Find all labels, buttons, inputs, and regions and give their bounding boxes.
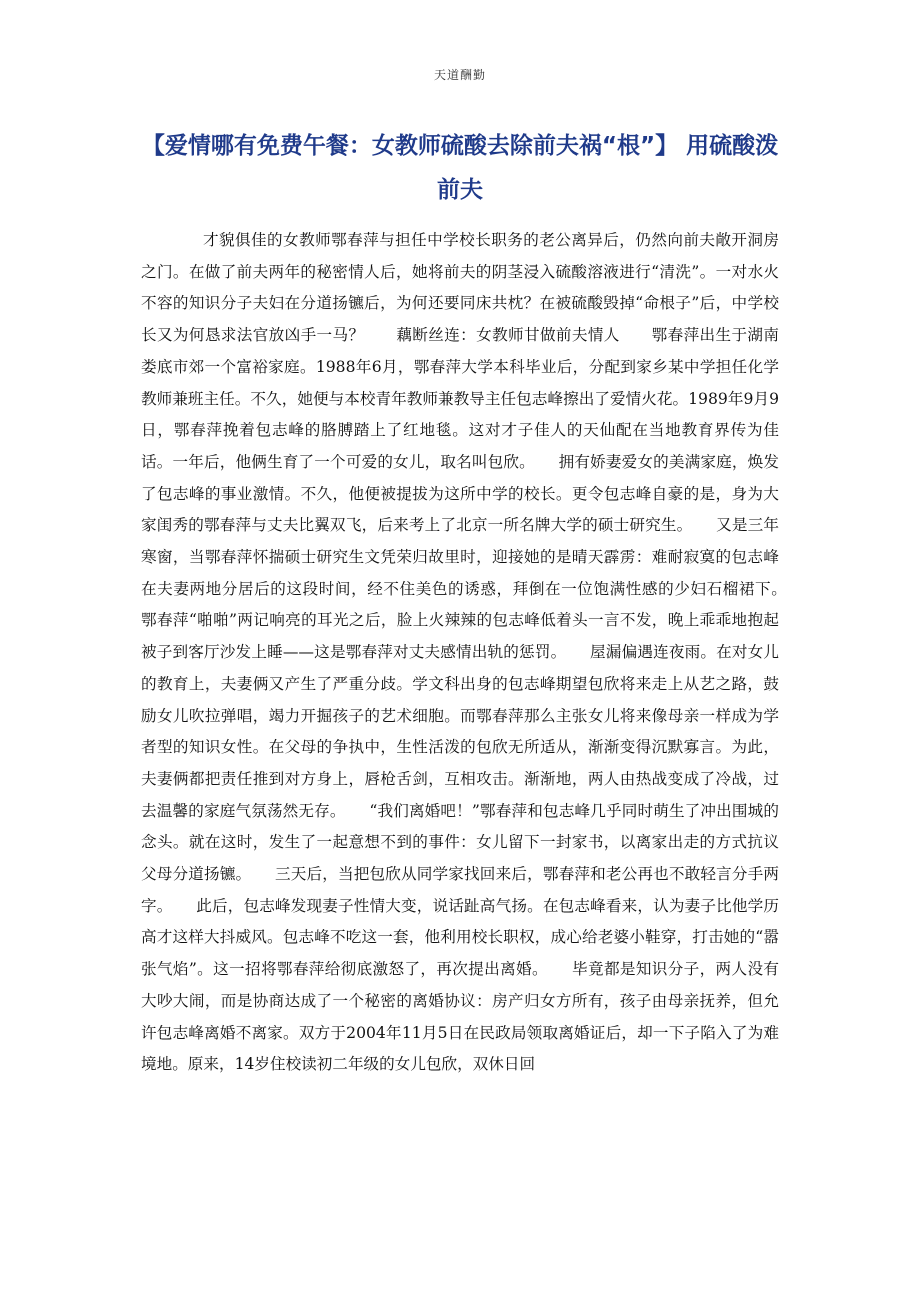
header-mark: 天道酬勤	[433, 68, 486, 82]
article-title: 【爱情哪有免费午餐：女教师硫酸去除前夫祸“根”】 用硫酸泼前夫	[141, 133, 779, 203]
article-body: 才貌俱佳的女教师鄂春萍与担任中学校长职务的老公离异后，仍然向前夫敞开洞房之门。在做了前夫两年的秘密情人后，她将前夫的阴茎浸入硫酸溶液进行“清洗”。一对水火不容的知识分子夫妇在分道扬镳后，为何还要同床共枕？在被硫酸毁掉“命根子”后，中学校长又为何恳求法官放凶手一马？ 藕断丝连：女教师甘做前夫情人 鄂春萍出生于湖南娄底市郊一个富裕家庭。1988年6月，鄂春萍大学本科毕业后，分配到家乡某中学担任化学教师兼班主任。不久，她便与本校青年教师兼教导主任包志峰擦出了爱情火花。1989年9月9日，鄂春萍挽着包志峰的胳膊踏上了红地毯。这对才子佳人的天仙配在当地教育界传为佳话。一年后，他俩生育了一个可爱的女儿，取名叫包欣。 拥有娇妻爱女的美满家庭，焕发了包志峰的事业激情。不久，他便被提拔为这所中学的校长。更令包志峰自豪的是，身为大家闺秀的鄂春萍与丈夫比翼双飞，后来考上了北京一所名牌大学的硕士研究生。 又是三年寒窗，当鄂春萍怀揣硕士研究生文凭荣归故里时，迎接她的是晴天霹雳：难耐寂寞的包志峰在夫妻两地分居后的这段时间，经不住美色的诱惑，拜倒在一位饱满性感的少妇石榴裙下。 鄂春萍“啪啪”两记响亮的耳光之后，脸上火辣辣的包志峰低着头一言不发，晚上乖乖地抱起被子到客厅沙发上睡——这是鄂春萍对丈夫感情出轨的惩罚。 屋漏偏遇连夜雨。在对女儿的教育上，夫妻俩又产生了严重分歧。学文科出身的包志峰期望包欣将来走上从艺之路，鼓励女儿吹拉弹唱，竭力开掘孩子的艺术细胞。而鄂春萍那么主张女儿将来像母亲一样成为学者型的知识女性。在父母的争执中，生性活泼的包欣无所适从，渐渐变得沉默寡言。为此，夫妻俩都把责任推到对方身上，唇枪舌剑，互相攻击。渐渐地，两人由热战变成了冷战，过去温馨的家庭气氛荡然无存。 “我们离婚吧！”鄂春萍和包志峰几乎同时萌生了冲出围城的念头。就在这时，发生了一起意想不到的事件：女儿留下一封家书，以离家出走的方式抗议父母分道扬镳。 三天后，当把包欣从同学家找回来后，鄂春萍和老公再也不敢轻言分手两字。 此后，包志峰发现妻子性情大变，说话趾高气扬。在包志峰看来，认为妻子比他学历高才这样大抖威风。包志峰不吃这一套，他利用校长职权，成心给老婆小鞋穿，打击她的“嚣张气焰”。这一招将鄂春萍给彻底激怒了，再次提出离婚。 毕竟都是知识分子，两人没有大吵大闹，而是协商达成了一个秘密的离婚协议：房产归女方所有，孩子由母亲抚养，但允许包志峰离婚不离家。双方于2004年11月5日在民政局领取离婚证后，却一下子陷入了为难境地。原来，14岁住校读初二年级的女儿包欣，双休日回	[141, 231, 811, 1074]
